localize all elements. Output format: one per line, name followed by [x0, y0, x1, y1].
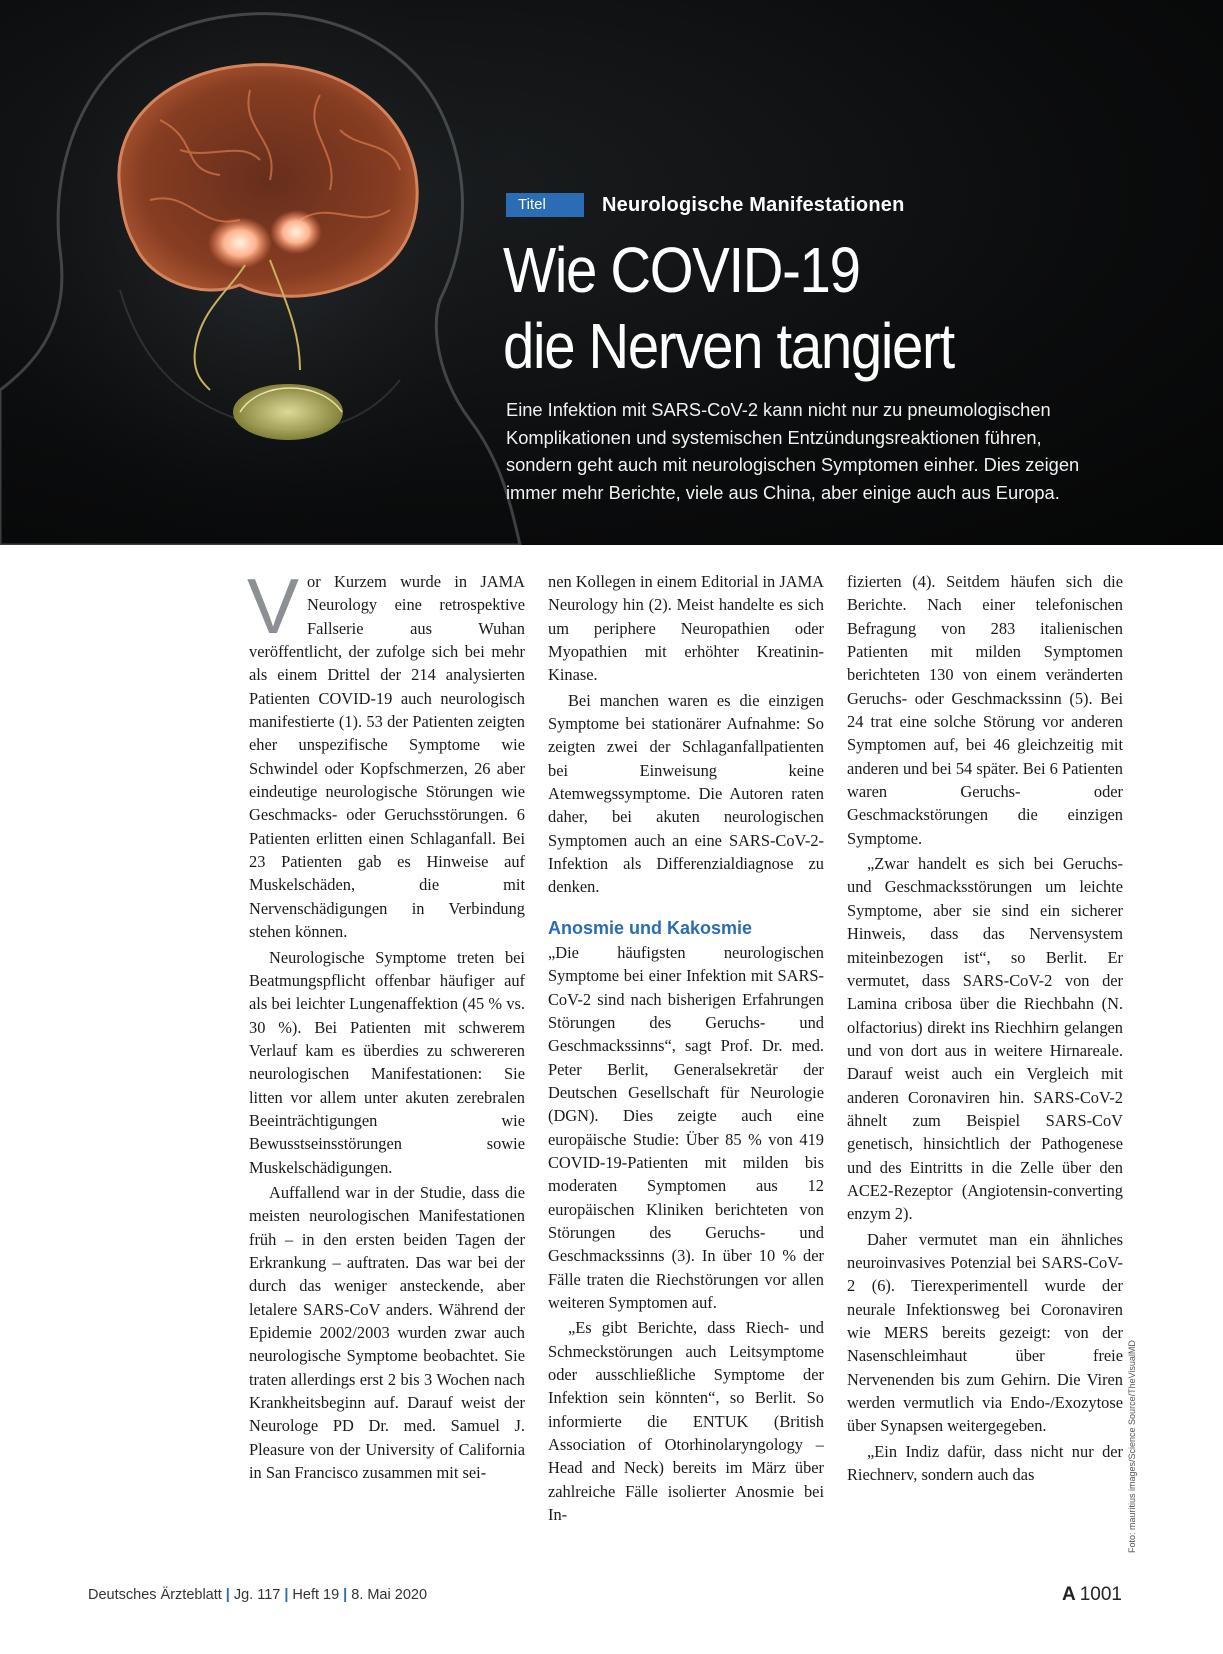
- paragraph: fizierten (4). Seitdem häufen sich die Berichte. Nach einer telefonischen Befragung von 283 italienischen Patienten mit milden Symptomen berichteten 130 von einem veränderten Geruchs- oder Geschmackssinn (5). Bei 24 trat eine solche Störung vor anderen Symptomen auf, bei 46 gleichzeitig mit anderen und bei 54 später. Bei 6 Patienten waren Geruchs- oder Geschmackstörungen die einzigen Symptome.: [847, 572, 1123, 848]
- headline-line: Wie COVID-19: [503, 234, 860, 306]
- text-column-1: [247, 562, 525, 1484]
- separator: |: [225, 1587, 230, 1603]
- section-kicker: [506, 193, 905, 217]
- photo-credit: Foto: mauritius images/Science Source/TheVisualMD: [1127, 1340, 1137, 1553]
- separator: |: [284, 1587, 289, 1603]
- separator: |: [343, 1587, 348, 1603]
- headline-line: die Nerven tangiert: [503, 310, 954, 382]
- page-prefix: A: [1061, 1584, 1076, 1605]
- standfirst-line: sondern geht auch mit neurologischen Symptomen einher. Dies zeigen: [506, 454, 1080, 475]
- paragraph: Neurologische Symptome treten bei Beatmungspflicht offenbar häufiger auf als bei leichter Lungenaffektion (45 % vs. 30 %). Bei Patienten mit schwerem Verlauf kam es überdies zu schwereren neurologischen Manifestationen: Sie litten vor allem unter akuten zerebralen Beeinträchtigungen wie Bewusstseinsstörungen sowie Muskelschädigungen.: [249, 947, 525, 1177]
- paragraph: Bei manchen waren es die einzigen Symptome bei stationärer Aufnahme: So zeigten zwei der Schlaganfallpatienten bei Einweisung keine Atemwegssymptome. Die Autoren raten daher, bei akuten neurologischen Symptomen auch an eine SARS-CoV-2-Infektion als Differenzialdiagnose zu denken.: [548, 690, 824, 897]
- paragraph: or Kurzem wurde in JAMA Neurology eine retrospektive Fallserie aus Wuhan veröffentlicht, der zufolge sich bei mehr als einem Drittel der 214 analysierten Patienten COVID-19 auch neurologisch manifestierte (1). 53 der Patienten zeigten eher unspezifische Symptome wie Schwindel oder Kopfschmerzen, 26 aber eindeutige neurologische Störungen wie Geschmacks- oder Geruchsstörungen. 6 Patienten erlitten einen Schlaganfall. Bei 23 Patienten gab es Hinweise auf Muskelschäden, die mit Nervenschädigungen in Verbindung stehen können.: [249, 572, 525, 942]
- text-column-2: [548, 570, 824, 1526]
- drop-cap: V: [247, 562, 300, 650]
- article-headline: [503, 232, 1119, 384]
- paragraph: „Zwar handelt es sich bei Geruchs- und Geschmacksstörungen um leichte Symptome, aber sie sind ein sicherer Hinweis, dass das Nervensystem miteinbezogen ist“, so Berlit. Er vermutet, dass SARS-CoV-2 von der Lamina cribosa über die Riechbahn (N. olfactorius) direkt ins Riechhirn gelangen und von dort aus in weitere Hirnareale. Darauf weist auch ein Vergleich mit anderen Coronaviren hin. SARS-CoV-2 ähnelt zum Beispiel SARS-CoV genetisch, hinsichtlich der Pathogenese und des Eintritts in die Zelle über den ACE2-Rezeptor (Angiotensin-converting enzym 2).: [847, 854, 1123, 1224]
- issue-date: 8. Mai 2020: [351, 1587, 428, 1603]
- page-number: [1062, 1584, 1122, 1606]
- subheading: Anosmie und Kakosmie: [548, 917, 753, 938]
- text-column-3: [847, 570, 1123, 1486]
- paragraph: Auffallend war in der Studie, dass die meisten neurologischen Manifestationen früh – in den ersten beiden Tagen der Erkrankung – auftraten. Das war bei der durch das weniger ansteckende, aber letalere SARS-CoV anders. Während der Epidemie 2002/2003 wurden zwar auch neurologische Symptome beobachtet. Sie traten allerdings erst 2 bis 3 Wochen nach Krankheitsbeginn auf. Darauf weist der Neurologe PD Dr. med. Samuel J. Pleasure von der University of California in San Francisco zusammen mit sei-: [249, 1182, 525, 1483]
- volume: Jg. 117: [233, 1587, 281, 1603]
- page-number-value: 1001: [1079, 1584, 1122, 1605]
- section-tag: Titel: [506, 193, 584, 217]
- issue: Heft 19: [292, 1587, 340, 1603]
- page-footer: [88, 1584, 1128, 1607]
- standfirst-line: immer mehr Berichte, viele aus China, aber einige auch aus Europa.: [506, 481, 1060, 503]
- paragraph: nen Kollegen in einem Editorial in JAMA Neurology hin (2). Meist handelte es sich um periphere Neuropathien oder Myopathien mit erhöhter Kreatinin-Kinase.: [548, 572, 824, 685]
- kicker-text: Neurologische Manifestationen: [602, 193, 905, 216]
- publication-info: [88, 1587, 427, 1603]
- paragraph: „Ein Indiz dafür, dass nicht nur der Riechnerv, sondern auch das: [847, 1441, 1123, 1485]
- standfirst: [506, 396, 1186, 506]
- brain-illustration: [0, 0, 560, 545]
- standfirst-line: Eine Infektion mit SARS-CoV-2 kann nicht nur zu pneumologischen: [506, 399, 1051, 420]
- paragraph: Daher vermutet man ein ähnliches neuroinvasives Potenzial bei SARS-CoV-2 (6). Tierexperimentell wurde der neurale Infektionsweg bei Coronaviren wie MERS bereits gezeigt: von der Nasenschleimhaut über freie Nervenenden bis zum Gehirn. Die Viren werden vermutlich via Endo-/Exozytose über Synapsen weitergegeben.: [847, 1229, 1123, 1436]
- paragraph: „Es gibt Berichte, dass Riech- und Schmeckstörungen auch Leitsymptome oder ausschließliche Symptome der Infektion sein könnten“, so Berlit. So informierte die ENTUK (British Association of Otorhinolaryngology – Head and Neck) bereits im März über zahlreiche Fälle isolierter Anosmie bei In-: [548, 1318, 824, 1525]
- publication-name: Deutsches Ärzteblatt: [88, 1587, 222, 1603]
- paragraph: „Die häufigsten neurologischen Symptome bei einer Infektion mit SARS-CoV-2 sind nach bisherigen Erfahrungen Störungen des Geruchs- und Geschmackssinns“, sagt Prof. Dr. med. Peter Berlit, Generalsekretär der Deutschen Gesellschaft für Neurologie (DGN). Dies zeigte auch eine europäische Studie: Über 85 % von 419 COVID-19-Patienten mit milden bis moderaten Symptomen aus 12 europäischen Kliniken berichteten von Störungen des Geruchs- und Geschmackssinns (3). In über 10 % der Fälle traten die Riechstörungen vor allen weiteren Symptomen auf.: [548, 942, 824, 1312]
- standfirst-line: Komplikationen und systemischen Entzündungsreaktionen führen,: [506, 426, 1042, 448]
- hero-banner: [0, 0, 1223, 545]
